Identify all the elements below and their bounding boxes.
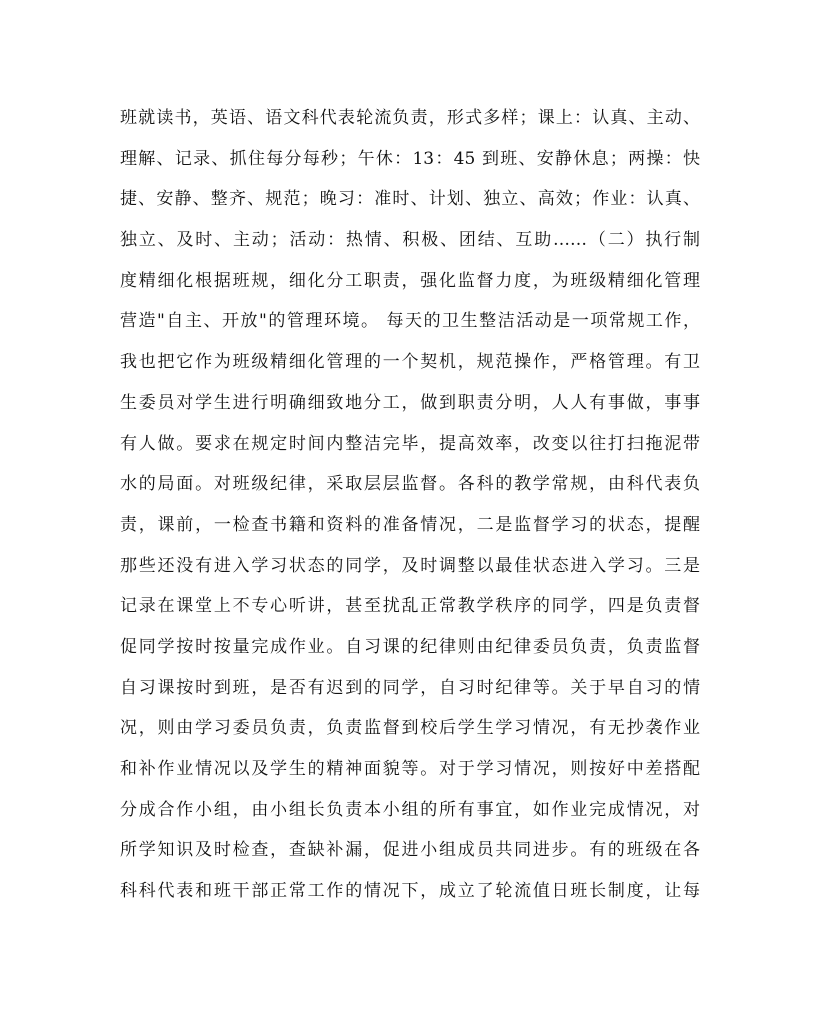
text-line: 水的局面。对班级纪律，采取层层监督。各科的教学常规，由科代表负 [120,474,700,495]
text-line: 责，课前，一检查书籍和资料的准备情况，二是监督学习的状态，提醒 [120,514,700,535]
text-line: 自习课按时到班，是否有迟到的同学，自习时纪律等。关于早自习的情 [120,677,700,698]
text-line: 我也把它作为班级精细化管理的一个契机，规范操作，严格管理。有卫 [120,352,700,373]
text-line: 记录在课堂上不专心听讲，甚至扰乱正常教学秩序的同学，四是负责督 [120,596,700,617]
text-line: 营造"自主、开放"的管理环境。 每天的卫生整洁活动是一项常规工作， [120,311,700,332]
text-line: 班就读书，英语、语文科代表轮流负责，形式多样；课上：认真、主动、 [120,108,700,128]
text-line: 况，则由学习委员负责，负责监督到校后学生学习情况，有无抄袭作业 [120,718,700,739]
text-line: 生委员对学生进行明确细致地分工，做到职责分明，人人有事做，事事 [120,392,700,413]
text-line: 和补作业情况以及学生的精神面貌等。对于学习情况，则按好中差搭配 [120,759,700,779]
text-line: 理解、记录、抓住每分每秒；午休：13：45 到班、安静休息；两操：快 [120,148,700,169]
text-line: 度精细化根据班规，细化分工职责，强化监督力度，为班级精细化管理 [120,270,700,291]
text-line: 科科代表和班干部正常工作的情况下，成立了轮流值日班长制度，让每 [120,881,700,902]
text-line: 那些还没有进入学习状态的同学，及时调整以最佳状态进入学习。三是 [120,555,700,576]
text-line: 促同学按时按量完成作业。自习课的纪律则由纪律委员负责，负责监督 [120,636,700,657]
text-line: 捷、安静、整齐、规范；晚习：准时、计划、独立、高效；作业：认真、 [120,189,700,210]
text-line: 有人做。要求在规定时间内整洁完毕，提高效率，改变以往打扫拖泥带 [120,433,700,454]
text-line: 分成合作小组，由小组长负责本小组的所有事宜，如作业完成情况，对 [120,799,700,820]
text-line: 所学知识及时检查，查缺补漏，促进小组成员共同进步。有的班级在各 [120,840,700,861]
text-line: 独立、及时、主动；活动：热情、积极、团结、互助……（二）执行制 [120,230,700,251]
body-text [120,98,700,912]
